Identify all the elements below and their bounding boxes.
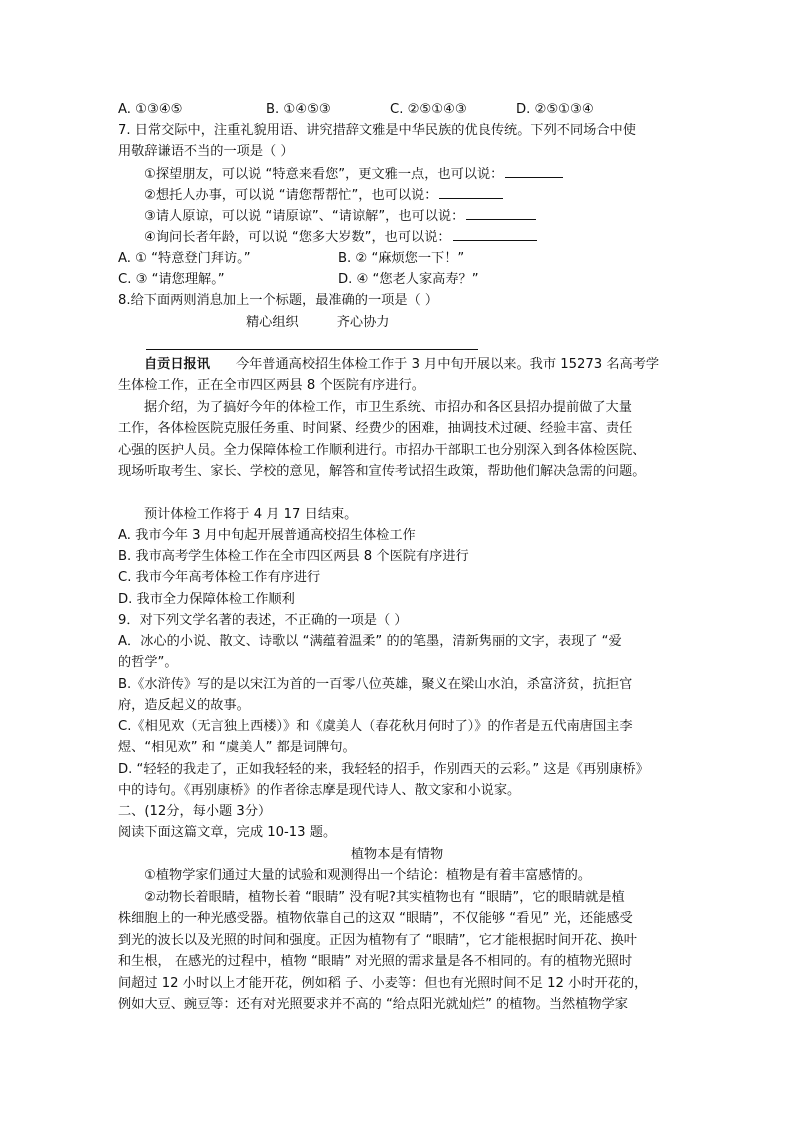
q9-line: 府，造反起义的故事。: [118, 698, 250, 713]
q9-line: A．冰心的小说、散文、诗歌以 “满蕴着温柔” 的的笔墨，清新隽丽的文字，表现了 “爱: [118, 634, 622, 649]
q9-line: C.《相见欢（无言独上西楼）》和《虞美人（春花秋月何时了）》的作者是五代南唐国主李: [118, 719, 633, 734]
news-para-1-line1: 自贡日报讯 今年普通高校招生体检工作于 3 月中旬开展以来。我市 15273 名高考学: [144, 357, 660, 372]
section-instruction: 阅读下面这篇文章，完成 10-13 题。: [118, 825, 337, 840]
q9-line: 煜、“相见欢” 和 “虞美人” 都是词牌句。: [118, 740, 356, 755]
headline-part-2: 齐心协力: [336, 315, 390, 330]
q9-line: D. “轻轻的我走了，正如我轻轻的来，我轻轻的招手，作别西天的云彩。” 这是《再别康桥》: [118, 762, 649, 777]
q8-option-a: A. 我市今年 3 月中旬起开展普通高校招生体检工作: [118, 528, 416, 543]
q8-option-d: D. 我市全力保障体检工作顺利: [118, 592, 295, 607]
q7-option-c: C. ③ “请您理解。”: [118, 272, 225, 287]
q9-stem: 9．对下列文学名著的表述，不正确的一项是（ ）: [118, 613, 408, 628]
q7-item-1: ①探望朋友，可以说 “特意来看您”，更文雅一点，也可以说：: [144, 163, 678, 184]
article-para-2-line: 例如大豆、豌豆等：还有对光照要求并不高的 “给点阳光就灿烂” 的植物。当然植物学家: [118, 997, 628, 1012]
news-para-2-line3: 心强的医护人员。全力保障体检工作顺利进行。市招办干部职工也分别深入到各体检医院、: [118, 443, 646, 458]
q7-stem-line1: 7. 日常交际中，注重礼貌用语、讲究措辞文雅是中华民族的优良传统。下列不同场合中使: [118, 123, 636, 138]
q8-option-c: C. 我市今年高考体检工作有序进行: [118, 570, 321, 585]
q7-stem-line2: 用敬辞谦语不当的一项是（ ）: [118, 144, 294, 159]
news-para-1-line2: 生体检工作，正在全市四区两县 8 个医院有序进行。: [118, 378, 425, 393]
article-para-2-line: ②动物长着眼睛，植物长着 “眼睛” 没有呢?其实植物也有 “眼睛”，它的眼睛就是植: [144, 890, 625, 905]
q6-option-b: B. ①④⑤③: [266, 102, 331, 117]
news-para-2-line2: 工作，各体检医院克服任务重、时间紧、经费少的困难，抽调技术过硬、经验丰富、责任: [118, 421, 633, 436]
dateline: 自贡日报讯: [144, 357, 210, 372]
headline-rule: [146, 349, 478, 350]
q7-item-3: ③请人原谅，可以说 “请原谅”、“请谅解”，也可以说：: [144, 205, 678, 226]
q7-option-a: A. ① “特意登门拜访。”: [118, 251, 251, 266]
q7-option-d: D. ④ “您老人家高寿？”: [338, 272, 479, 287]
q8-option-b: B. 我市高考学生体检工作在全市四区两县 8 个医院有序进行: [118, 549, 469, 564]
article-para-2-line: 株细胞上的一种光感受器。植物依靠自己的这双 “眼睛”，不仅能够 “看见” 光，还能感受: [118, 911, 633, 926]
answer-blank[interactable]: [439, 184, 503, 199]
q6-option-c: C. ②⑤①④③: [390, 102, 467, 117]
q7-options-ab: [118, 248, 678, 269]
answer-blank[interactable]: [505, 163, 563, 178]
q9-line: 的哲学”。: [118, 655, 178, 670]
q8-stem: 8.给下面两则消息加上一个标题，最准确的一项是（ ）: [118, 293, 439, 308]
q7-option-b: B. ② “麻烦您一下！”: [338, 251, 465, 266]
q6-option-d: D. ②⑤①③④: [516, 102, 594, 117]
article-para-2-line: 和生根， 在感光的过程中，植物 “眼睛” 对光照的需求量是各不相同的。有的植物光照时: [118, 954, 633, 969]
section-header: 二、(12分，每小题 3分）: [118, 804, 272, 819]
article-para-2-line: 间超过 12 小时以上才能开花，例如稻 子、小麦等：但也有光照时间不足 12 小时开花的，: [118, 976, 648, 991]
q7-item-2: ②想托人办事，可以说 “请您帮帮忙”，也可以说：: [144, 184, 678, 205]
q9-line: 中的诗句。《再别康桥》的作者徐志摩是现代诗人、散文家和小说家。: [118, 783, 521, 798]
answer-blank[interactable]: [466, 205, 536, 220]
headline-part-1: 精心组织: [246, 315, 299, 330]
article-title: 植物本是有情物: [350, 847, 444, 862]
q8-headline: [246, 312, 546, 333]
q6-option-a: A. ①③④⑤: [118, 102, 183, 117]
q7-options-cd: [118, 269, 678, 290]
article-para-1: ①植物学家们通过大量的试验和观测得出一个结论：植物是有着丰富感情的。: [144, 868, 592, 883]
q9-line: B.《水浒传》写的是以宋江为首的一百零八位英雄，聚义在梁山水泊，杀富济贫，抗拒官: [118, 677, 633, 692]
q7-item-4: ④询问长者年龄，可以说 “您多大岁数”，也可以说：: [144, 226, 678, 247]
article-para-2-line: 到光的波长以及光照的时间和强度。正因为植物有了 “眼睛”，它才能根据时间开花、换叶: [118, 933, 637, 948]
news-para-2-line1: 据介绍，为了搞好今年的体检工作，市卫生系统、市招办和各区县招办提前做了大量: [144, 400, 632, 415]
q6-options-row: [118, 99, 678, 120]
news-para-3: 预计体检工作将于 4 月 17 日结束。: [144, 507, 358, 522]
answer-blank[interactable]: [453, 226, 537, 241]
news-para-2-line4: 现场听取考生、家长、学校的意见，解答和宣传考试招生政策，帮助他们解决急需的问题。: [118, 464, 646, 479]
